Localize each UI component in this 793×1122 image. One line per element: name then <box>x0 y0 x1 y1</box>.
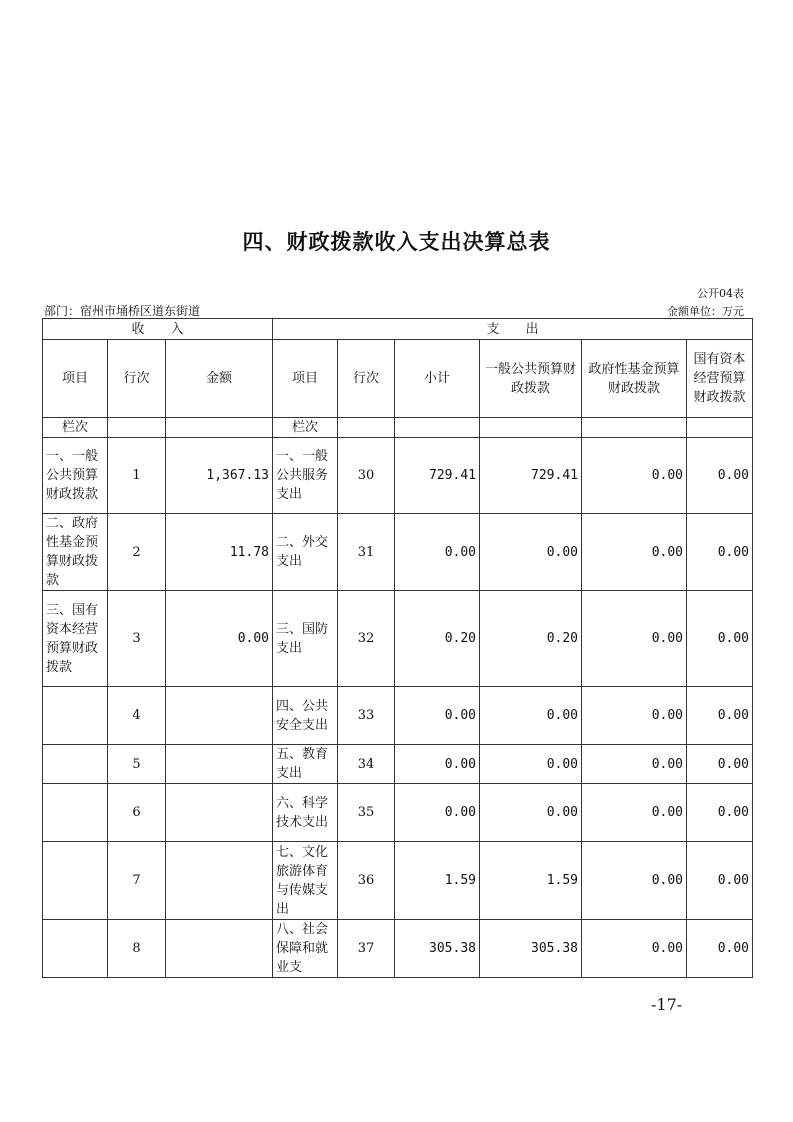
col-header-subtotal: 小计 <box>395 340 480 418</box>
table-row: 5 五、教育支出 34 0.00 0.00 0.00 0.00 <box>43 745 753 784</box>
table-row: 一、一般公共预算财政拨款 1 1,367.13 一、一般公共服务支出 30 729.41 729.41 0.00 0.00 <box>43 438 753 514</box>
col-header-item2: 项目 <box>273 340 338 418</box>
lanci-cell: 栏次 <box>273 418 338 438</box>
expense-group-header: 支 出 <box>273 319 753 340</box>
table-row: 7 七、文化旅游体育与传媒支出 36 1.59 1.59 0.00 0.00 <box>43 842 753 920</box>
col-header-amount: 金额 <box>166 340 273 418</box>
col-header-row2: 行次 <box>338 340 395 418</box>
table-row: 4 四、公共安全支出 33 0.00 0.00 0.00 0.00 <box>43 687 753 745</box>
page-number: -17- <box>651 995 683 1014</box>
col-header-general: 一般公共预算财政拨款 <box>480 340 582 418</box>
table-row: 二、政府性基金预算财政拨款 2 11.78 二、外交支出 31 0.00 0.00 0.00 0.00 <box>43 514 753 591</box>
table-row: 三、国有资本经营预算财政拨款 3 0.00 三、国防支出 32 0.20 0.20 0.00 0.00 <box>43 591 753 687</box>
income-group-header: 收 入 <box>43 319 273 340</box>
department-label: 部门：宿州市埇桥区道东街道 <box>44 304 201 318</box>
budget-table <box>42 318 753 978</box>
col-header-row: 行次 <box>108 340 166 418</box>
table-row: 8 八、社会保障和就业支 37 305.38 305.38 0.00 0.00 <box>43 920 753 978</box>
form-code: 公开04表 <box>697 287 744 300</box>
col-header-state: 国有资本经营预算财政拨款 <box>687 340 753 418</box>
table-row: 6 六、科学技术支出 35 0.00 0.00 0.00 0.00 <box>43 784 753 842</box>
unit-label: 金额单位：万元 <box>667 305 744 318</box>
col-header-fund: 政府性基金预算财政拨款 <box>582 340 687 418</box>
lanci-cell: 栏次 <box>43 418 108 438</box>
page-title: 四、财政拨款收入支出决算总表 <box>242 230 551 254</box>
col-header-item: 项目 <box>43 340 108 418</box>
